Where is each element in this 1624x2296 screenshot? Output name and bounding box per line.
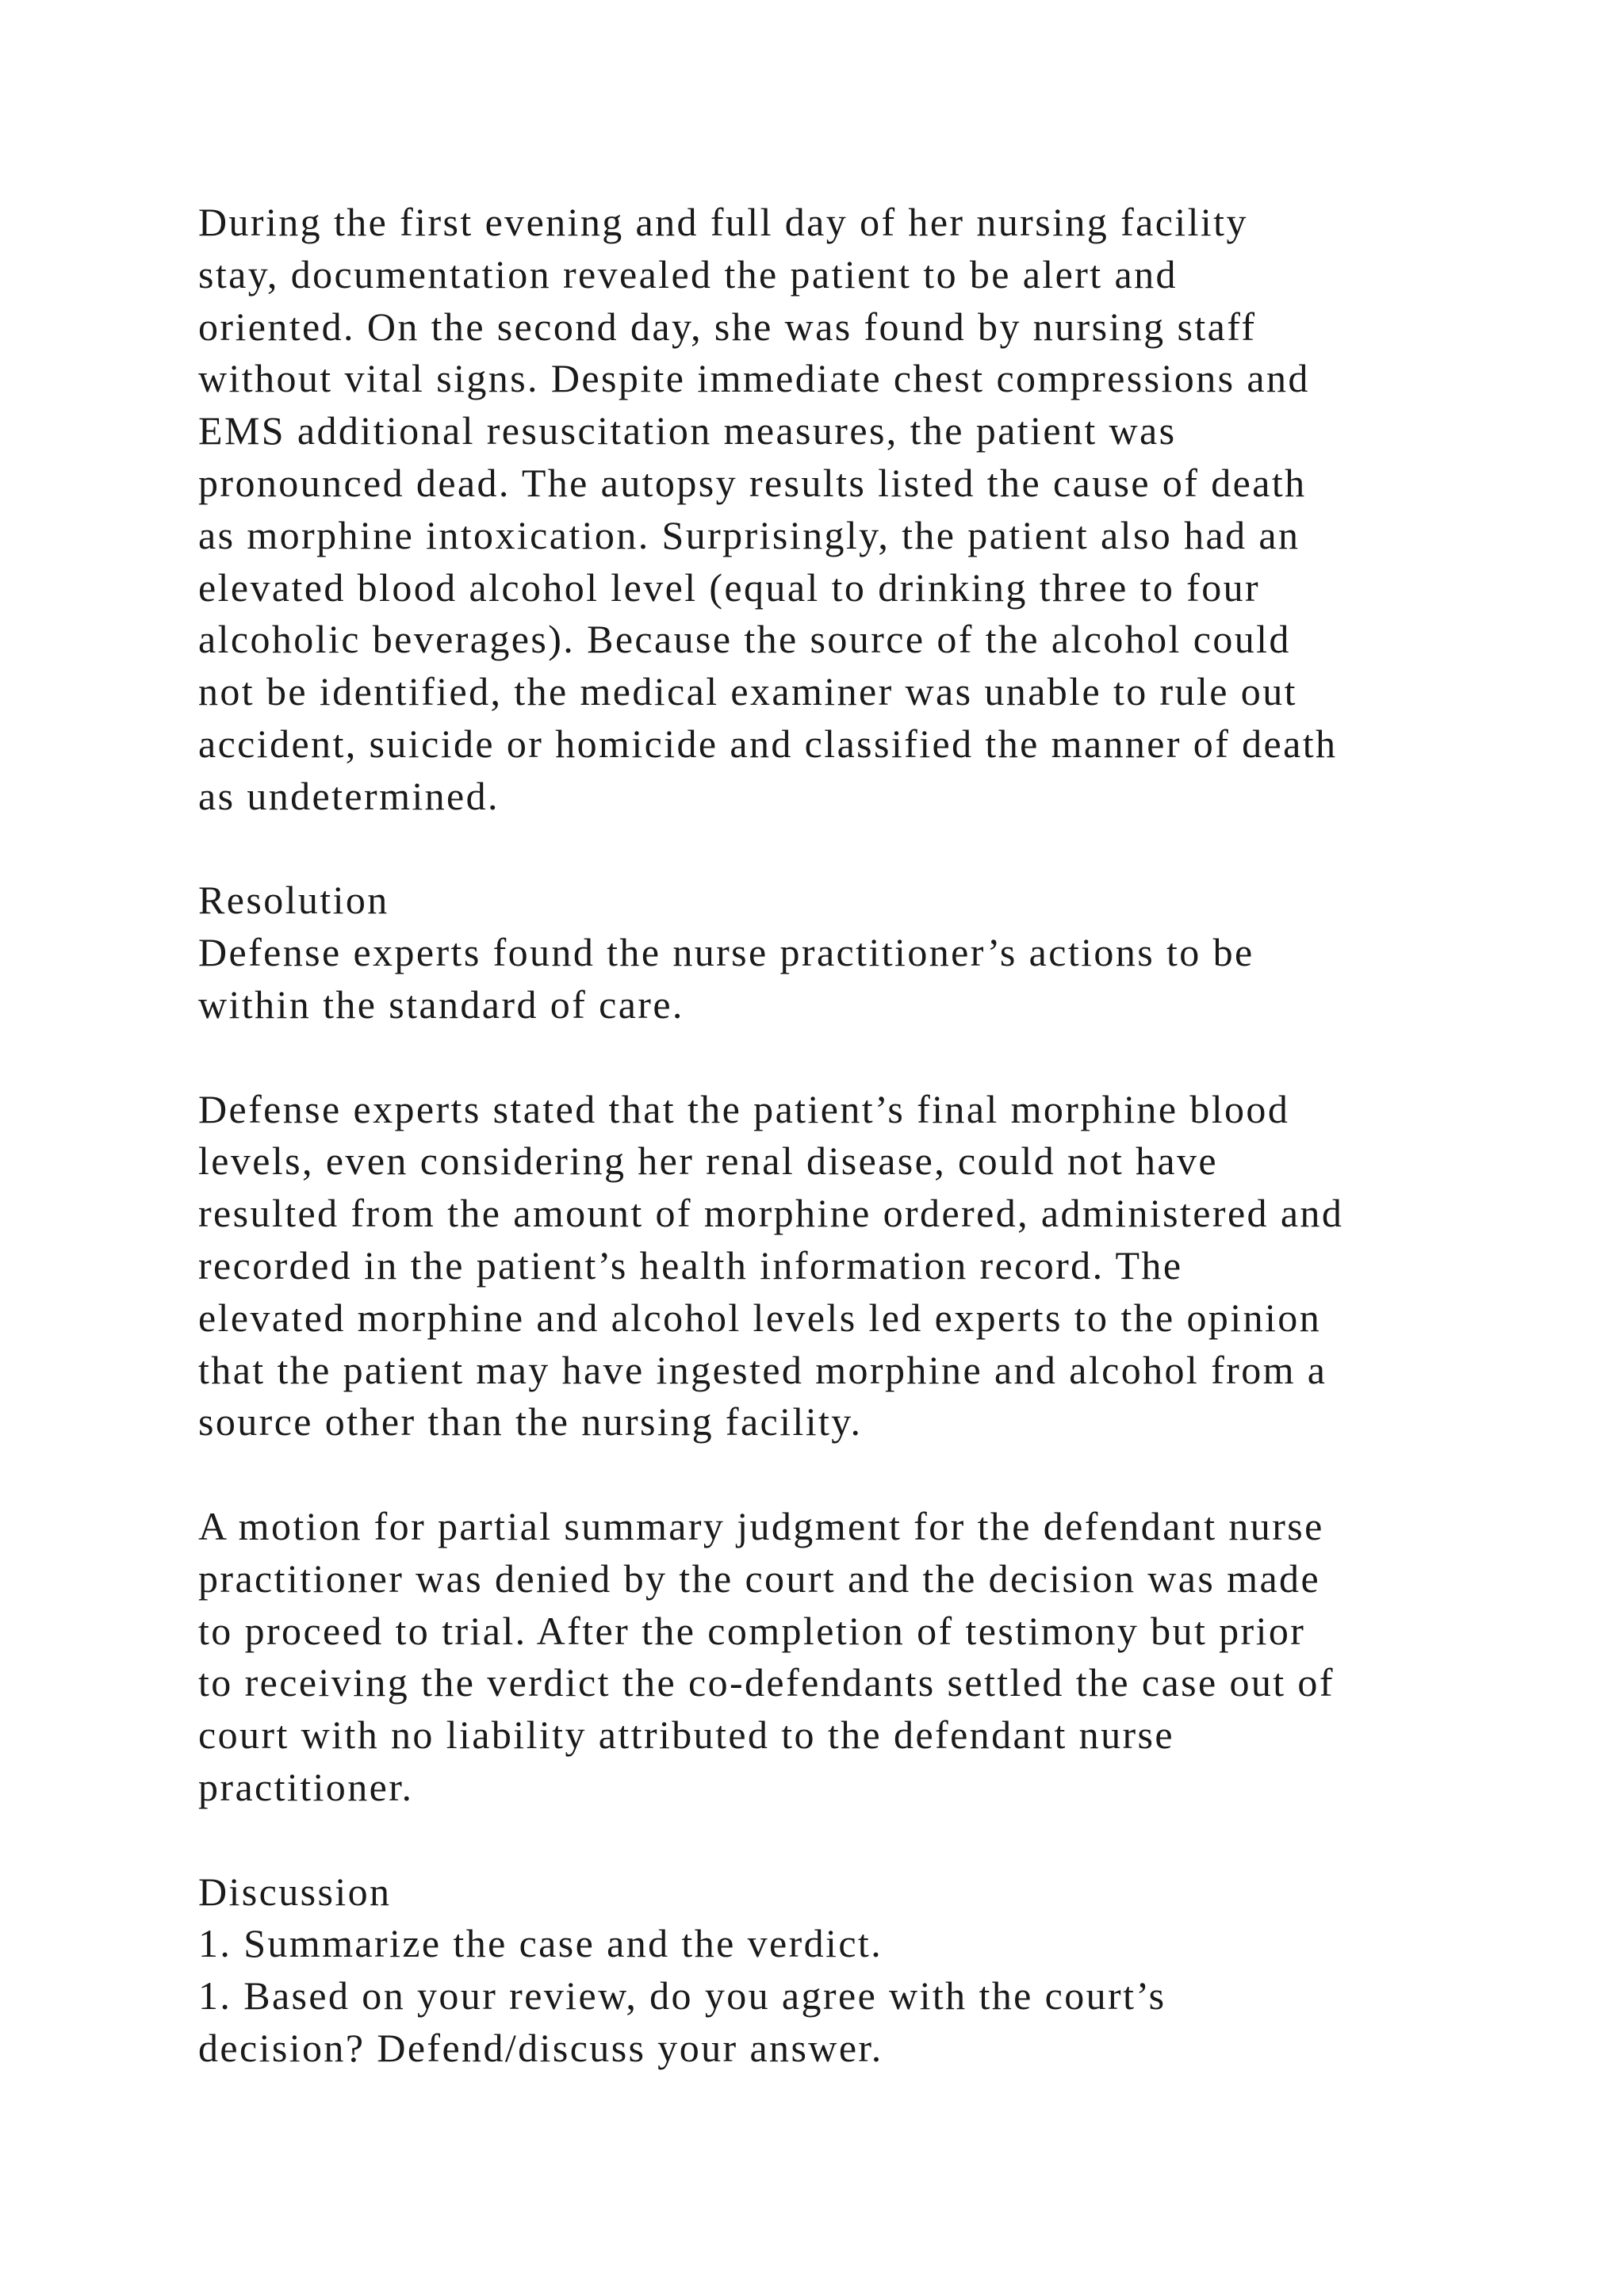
text-line: stay, documentation revealed the patient to be alert and (198, 251, 1178, 297)
discussion-list (198, 1918, 1546, 2074)
text-line: alcoholic beverages). Because the source of the alcohol could (198, 617, 1291, 662)
text-line: as undetermined. (198, 773, 500, 818)
text-line: levels, even considering her renal disease, could not have (198, 1138, 1219, 1184)
text-line: to receiving the verdict the co-defendants settled the case out of (198, 1660, 1335, 1705)
text-line: pronounced dead. The autopsy results listed the cause of death (198, 460, 1307, 505)
text-line: EMS additional resuscitation measures, the patient was (198, 408, 1177, 453)
experts-paragraph (198, 1084, 1546, 1449)
discussion-item: decision? Defend/discuss your answer. (198, 2025, 883, 2070)
text-line: elevated blood alcohol level (equal to drinking three to four (198, 564, 1261, 610)
motion-paragraph (198, 1501, 1546, 1814)
text-line: practitioner. (198, 1764, 414, 1809)
discussion-item: 1. Summarize the case and the verdict. (198, 1921, 883, 1966)
text-line: During the first evening and full day of her nursing facility (198, 200, 1248, 244)
document-page (198, 197, 1546, 2075)
text-line: not be identified, the medical examiner was unable to rule out (198, 669, 1297, 714)
case-paragraph (198, 197, 1546, 823)
text-line: that the patient may have ingested morphine and alcohol from a (198, 1347, 1327, 1392)
text-line: Defense experts stated that the patient’s final morphine blood (198, 1086, 1290, 1131)
text-line: source other than the nursing facility. (198, 1399, 863, 1445)
text-line: oriented. On the second day, she was found by nursing staff (198, 304, 1257, 349)
text-line: accident, suicide or homicide and classified the manner of death (198, 721, 1338, 766)
text-line: as morphine intoxication. Surprisingly, the patient also had an (198, 512, 1300, 557)
resolution-paragraph (198, 927, 1546, 1031)
text-line: Defense experts found the nurse practitioner’s actions to be (198, 930, 1254, 975)
resolution-heading: Resolution (198, 878, 389, 923)
paragraph-spacer (198, 1448, 1546, 1501)
discussion-item: 1. Based on your review, do you agree with the court’s (198, 1973, 1166, 2019)
paragraph-spacer (198, 1031, 1546, 1084)
text-line: practitioner was denied by the court and the decision was made (198, 1556, 1321, 1601)
text-line: resulted from the amount of morphine ordered, administered and (198, 1191, 1344, 1236)
paragraph-spacer (198, 1814, 1546, 1866)
text-line: court with no liability attributed to the defendant nurse (198, 1712, 1174, 1758)
text-line: A motion for partial summary judgment for the defendant nurse (198, 1503, 1324, 1548)
text-line: without vital signs. Despite immediate chest compressions and (198, 356, 1310, 401)
text-line: recorded in the patient’s health information record. The (198, 1242, 1183, 1288)
text-line: to proceed to trial. After the completion of testimony but prior (198, 1608, 1306, 1653)
text-line: elevated morphine and alcohol levels led experts to the opinion (198, 1295, 1322, 1340)
text-line: within the standard of care. (198, 982, 684, 1027)
paragraph-spacer (198, 823, 1546, 875)
discussion-heading: Discussion (198, 1869, 392, 1914)
